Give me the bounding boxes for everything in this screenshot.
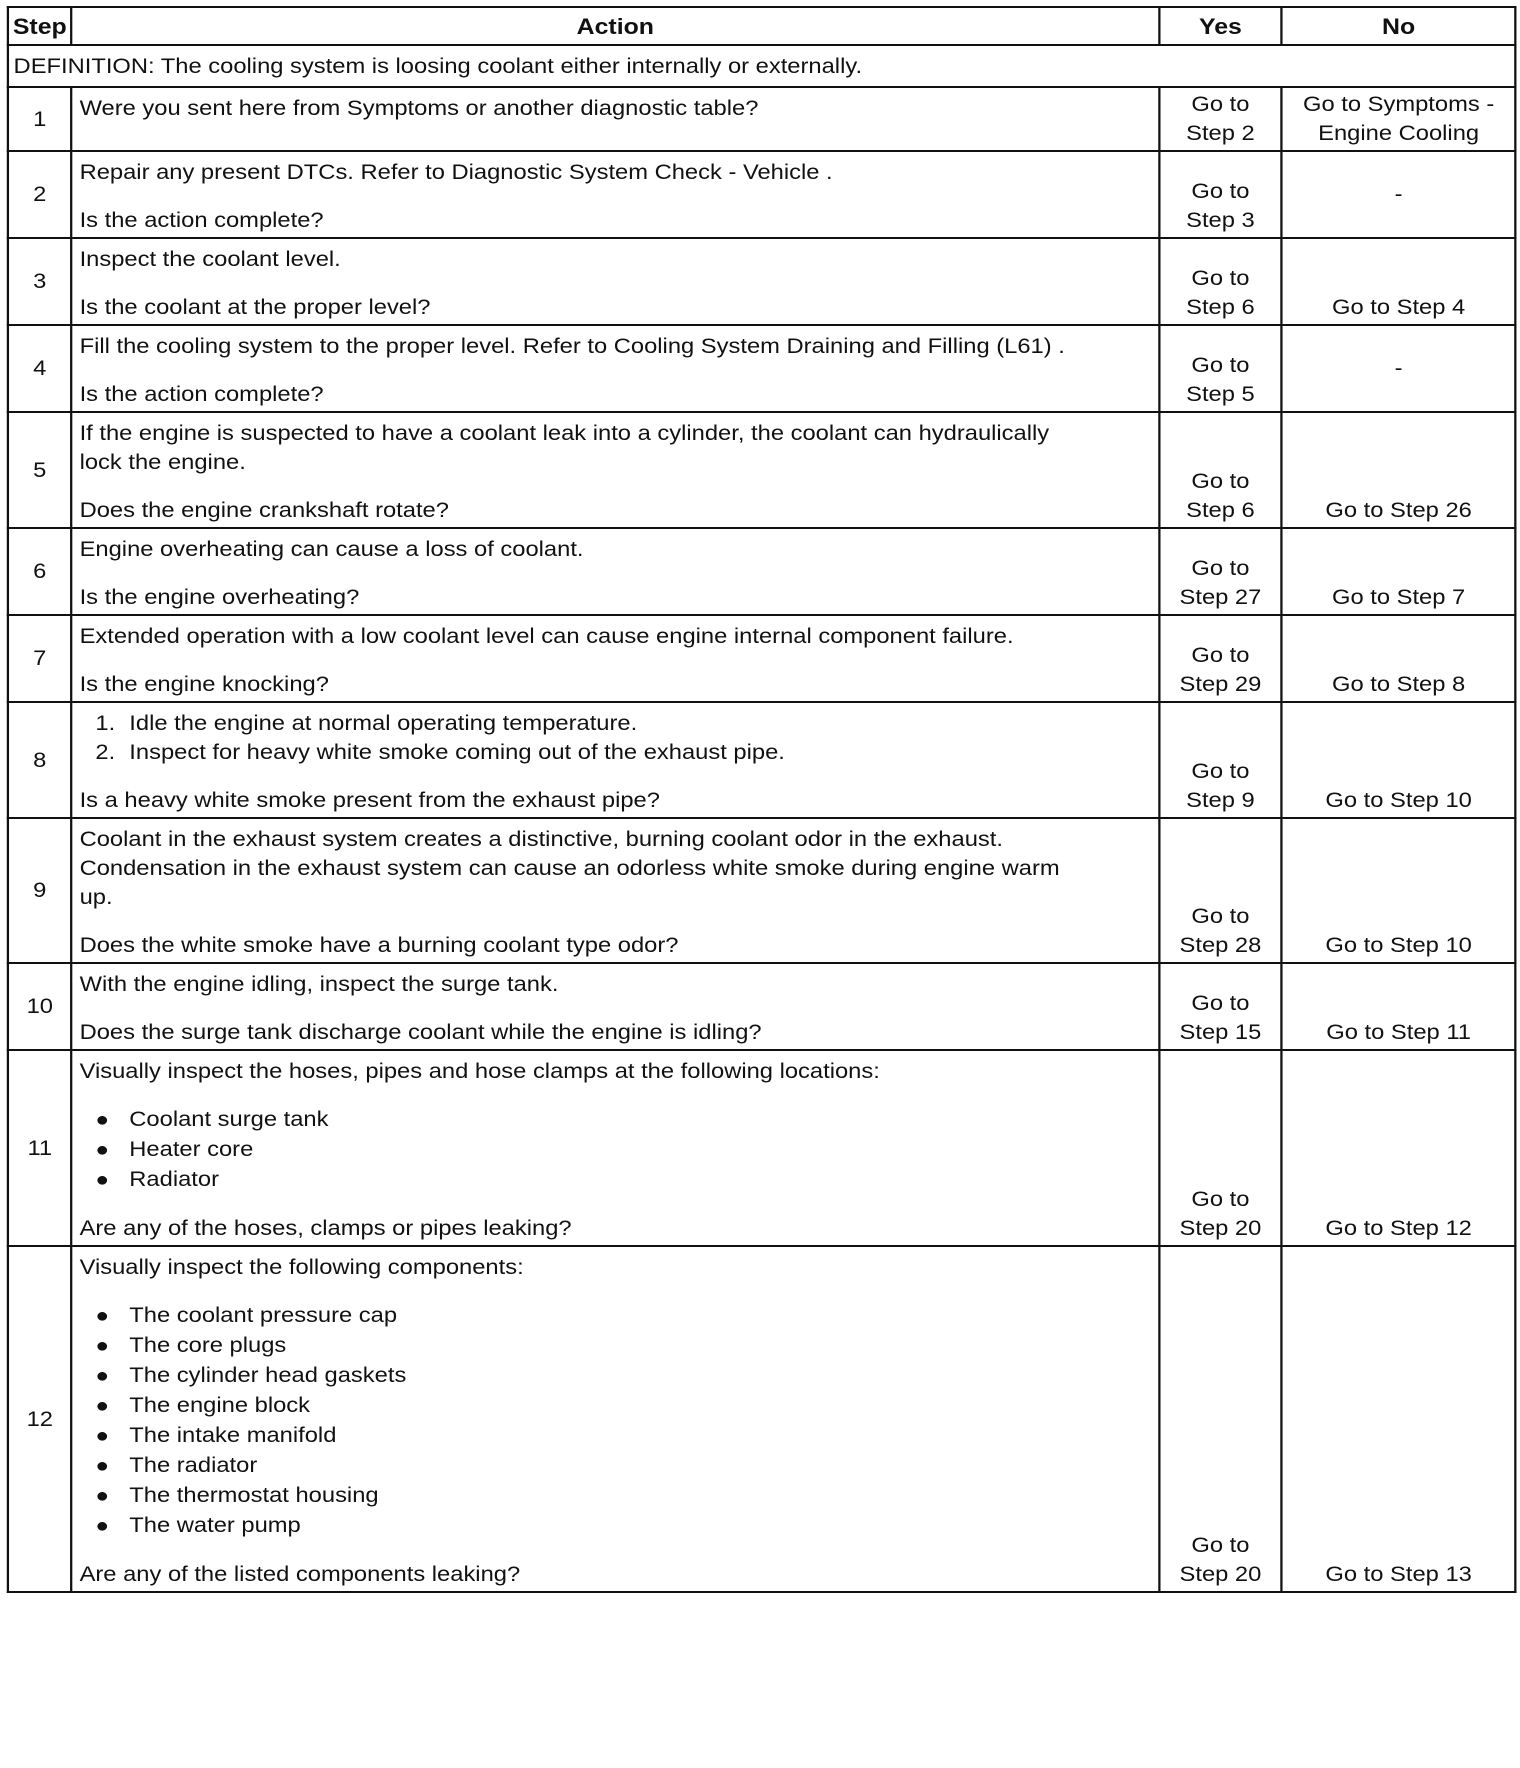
yes-text: Step 20 bbox=[1179, 1217, 1262, 1240]
step-number: 4 bbox=[8, 325, 72, 412]
bullet-icon: ● bbox=[95, 1485, 110, 1507]
bullet-icon: ● bbox=[95, 1455, 110, 1477]
step-action bbox=[72, 238, 1159, 325]
bullet-item bbox=[80, 1331, 1151, 1361]
bullet-icon: ● bbox=[95, 1365, 110, 1387]
yes-text: Step 2 bbox=[1186, 122, 1255, 145]
yes-text: Go to bbox=[1191, 644, 1250, 667]
step-action bbox=[72, 151, 1159, 238]
bullet-list bbox=[80, 1105, 1151, 1195]
bullet-text: The intake manifold bbox=[129, 1424, 337, 1447]
yes-text: Go to bbox=[1191, 905, 1250, 928]
yes-text: Step 29 bbox=[1179, 673, 1262, 696]
yes-text: Go to bbox=[1191, 354, 1250, 377]
yes-cell bbox=[1159, 412, 1282, 528]
step-row-9 bbox=[8, 818, 1515, 963]
step-number: 12 bbox=[8, 1246, 72, 1592]
step-number: 10 bbox=[8, 963, 72, 1050]
step-row-3 bbox=[8, 238, 1515, 325]
spacer bbox=[80, 274, 1151, 293]
question-text: Does the surge tank discharge coolant while the engine is idling? bbox=[79, 1021, 762, 1044]
step-number: 11 bbox=[8, 1050, 72, 1246]
no-text: Go to Step 10 bbox=[1325, 789, 1472, 812]
yes-text: Go to bbox=[1191, 1534, 1250, 1557]
header-action: Action bbox=[72, 7, 1159, 45]
action-text: Repair any present DTCs. Refer to Diagnostic System Check - Vehicle . bbox=[79, 161, 833, 184]
bullet-item bbox=[80, 1421, 1151, 1451]
spacer bbox=[80, 1541, 1151, 1560]
numbered-list bbox=[80, 709, 1151, 767]
question-text: Is the coolant at the proper level? bbox=[79, 296, 431, 319]
yes-cell bbox=[1159, 151, 1282, 238]
bullet-text: The thermostat housing bbox=[129, 1484, 379, 1507]
yes-text: Go to bbox=[1191, 93, 1250, 116]
action-text: Were you sent here from Symptoms or another diagnostic table? bbox=[79, 97, 759, 120]
header-yes: Yes bbox=[1159, 7, 1282, 45]
bullet-item bbox=[80, 1361, 1151, 1391]
yes-text: Go to bbox=[1191, 180, 1250, 203]
no-text: - bbox=[1394, 357, 1403, 380]
no-cell bbox=[1282, 963, 1515, 1050]
no-text: Go to Step 8 bbox=[1331, 673, 1466, 696]
bullet-icon: ● bbox=[95, 1139, 110, 1161]
item-text: Inspect for heavy white smoke coming out of the exhaust pipe. bbox=[129, 741, 785, 764]
yes-cell bbox=[1159, 963, 1282, 1050]
action-text: Extended operation with a low coolant level can cause engine internal component failure. bbox=[79, 625, 1014, 648]
bullet-item bbox=[80, 1511, 1151, 1541]
step-row-10 bbox=[8, 963, 1515, 1050]
numbered-item bbox=[80, 709, 1151, 738]
yes-text: Step 15 bbox=[1179, 1021, 1262, 1044]
action-text: Visually inspect the following components: bbox=[79, 1256, 524, 1279]
action-text: up. bbox=[79, 886, 113, 909]
bullet-text: The radiator bbox=[129, 1454, 258, 1477]
question-text: Does the white smoke have a burning coolant type odor? bbox=[79, 934, 679, 957]
spacer bbox=[80, 477, 1151, 496]
bullet-item bbox=[80, 1165, 1151, 1195]
bullet-item bbox=[80, 1135, 1151, 1165]
yes-text: Go to bbox=[1191, 267, 1250, 290]
bullet-icon: ● bbox=[95, 1515, 110, 1537]
no-cell bbox=[1282, 87, 1515, 151]
no-text: Go to Symptoms - bbox=[1303, 93, 1495, 116]
action-text: Engine overheating can cause a loss of coolant. bbox=[79, 538, 584, 561]
bullet-text: The coolant pressure cap bbox=[129, 1304, 398, 1327]
bullet-text: The cylinder head gaskets bbox=[129, 1364, 407, 1387]
diagnostic-table bbox=[7, 6, 1517, 1593]
no-cell bbox=[1282, 412, 1515, 528]
item-text: Idle the engine at normal operating temperature. bbox=[129, 712, 638, 735]
no-cell bbox=[1282, 702, 1515, 818]
yes-cell bbox=[1159, 325, 1282, 412]
step-row-4 bbox=[8, 325, 1515, 412]
action-text: Condensation in the exhaust system can cause an odorless white smoke during engine warm bbox=[79, 857, 1060, 880]
no-text: Go to Step 4 bbox=[1331, 296, 1466, 319]
step-row-11 bbox=[8, 1050, 1515, 1246]
bullet-text: Coolant surge tank bbox=[129, 1108, 329, 1131]
step-action bbox=[72, 412, 1159, 528]
action-text: Inspect the coolant level. bbox=[79, 248, 341, 271]
bullet-item bbox=[80, 1391, 1151, 1421]
yes-text: Step 5 bbox=[1186, 383, 1255, 406]
yes-text: Go to bbox=[1191, 1188, 1250, 1211]
bullet-icon: ● bbox=[95, 1305, 110, 1327]
step-row-1 bbox=[8, 87, 1515, 151]
bullet-icon: ● bbox=[95, 1425, 110, 1447]
definition-text: DEFINITION: The cooling system is loosing coolant either internally or externally. bbox=[8, 45, 1515, 87]
action-text: With the engine idling, inspect the surge tank. bbox=[79, 973, 559, 996]
step-number: 1 bbox=[8, 87, 72, 151]
numbered-item bbox=[80, 738, 1151, 767]
no-text: Engine Cooling bbox=[1318, 122, 1480, 145]
yes-text: Step 9 bbox=[1186, 789, 1255, 812]
step-number: 5 bbox=[8, 412, 72, 528]
no-cell bbox=[1282, 615, 1515, 702]
action-text: If the engine is suspected to have a coolant leak into a cylinder, the coolant can hydraulically bbox=[79, 422, 1050, 445]
item-number: 2. bbox=[95, 741, 116, 764]
bullet-item bbox=[80, 1105, 1151, 1135]
no-text: Go to Step 10 bbox=[1325, 934, 1472, 957]
yes-cell bbox=[1159, 702, 1282, 818]
no-text: Go to Step 12 bbox=[1325, 1217, 1472, 1240]
step-row-2 bbox=[8, 151, 1515, 238]
yes-text: Step 6 bbox=[1186, 296, 1255, 319]
step-number: 7 bbox=[8, 615, 72, 702]
bullet-icon: ● bbox=[95, 1395, 110, 1417]
yes-text: Step 3 bbox=[1186, 209, 1255, 232]
action-text: Visually inspect the hoses, pipes and hose clamps at the following locations: bbox=[79, 1060, 880, 1083]
yes-cell bbox=[1159, 528, 1282, 615]
action-text: Fill the cooling system to the proper level. Refer to Cooling System Draining and Filling (L61) . bbox=[79, 335, 1065, 358]
step-number: 9 bbox=[8, 818, 72, 963]
spacer bbox=[80, 767, 1151, 786]
spacer bbox=[80, 361, 1151, 380]
step-action bbox=[72, 1246, 1159, 1592]
yes-cell bbox=[1159, 1050, 1282, 1246]
step-action bbox=[72, 325, 1159, 412]
step-number: 3 bbox=[8, 238, 72, 325]
spacer bbox=[80, 912, 1151, 931]
step-action bbox=[72, 963, 1159, 1050]
question-text: Is the action complete? bbox=[79, 209, 324, 232]
spacer bbox=[80, 1195, 1151, 1214]
header-step: Step bbox=[8, 7, 72, 45]
step-number: 2 bbox=[8, 151, 72, 238]
spacer bbox=[80, 1282, 1151, 1301]
no-cell bbox=[1282, 1246, 1515, 1592]
bullet-text: The core plugs bbox=[129, 1334, 287, 1357]
question-text: Is the engine overheating? bbox=[79, 586, 360, 609]
yes-cell bbox=[1159, 1246, 1282, 1592]
step-action bbox=[72, 87, 1159, 151]
step-action bbox=[72, 702, 1159, 818]
no-cell bbox=[1282, 1050, 1515, 1246]
bullet-icon: ● bbox=[95, 1109, 110, 1131]
step-row-7 bbox=[8, 615, 1515, 702]
header-no: No bbox=[1282, 7, 1515, 45]
question-text: Is a heavy white smoke present from the exhaust pipe? bbox=[79, 789, 660, 812]
definition-row bbox=[8, 45, 1515, 87]
yes-text: Go to bbox=[1191, 760, 1250, 783]
spacer bbox=[80, 564, 1151, 583]
yes-text: Go to bbox=[1191, 470, 1250, 493]
action-text: Coolant in the exhaust system creates a distinctive, burning coolant odor in the exhaust. bbox=[79, 828, 1003, 851]
question-text: Are any of the hoses, clamps or pipes leaking? bbox=[79, 1217, 572, 1240]
no-cell bbox=[1282, 325, 1515, 412]
bullet-icon: ● bbox=[95, 1169, 110, 1191]
spacer bbox=[80, 1086, 1151, 1105]
no-text: Go to Step 13 bbox=[1325, 1563, 1472, 1586]
action-text: lock the engine. bbox=[79, 451, 246, 474]
bullet-item bbox=[80, 1451, 1151, 1481]
yes-text: Step 20 bbox=[1179, 1563, 1262, 1586]
step-row-12 bbox=[8, 1246, 1515, 1592]
question-text: Is the action complete? bbox=[79, 383, 324, 406]
no-cell bbox=[1282, 151, 1515, 238]
step-row-6 bbox=[8, 528, 1515, 615]
yes-text: Step 28 bbox=[1179, 934, 1262, 957]
yes-text: Step 6 bbox=[1186, 499, 1255, 522]
step-action bbox=[72, 528, 1159, 615]
bullet-text: Radiator bbox=[129, 1168, 220, 1191]
step-action bbox=[72, 1050, 1159, 1246]
step-action bbox=[72, 818, 1159, 963]
bullet-text: The water pump bbox=[129, 1514, 301, 1537]
bullet-item bbox=[80, 1481, 1151, 1511]
yes-cell bbox=[1159, 615, 1282, 702]
spacer bbox=[80, 187, 1151, 206]
yes-text: Go to bbox=[1191, 557, 1250, 580]
bullet-text: Heater core bbox=[129, 1138, 254, 1161]
yes-cell bbox=[1159, 818, 1282, 963]
bullet-text: The engine block bbox=[129, 1394, 311, 1417]
no-text: Go to Step 7 bbox=[1331, 586, 1466, 609]
bullet-item bbox=[80, 1301, 1151, 1331]
question-text: Does the engine crankshaft rotate? bbox=[79, 499, 449, 522]
question-text: Are any of the listed components leaking? bbox=[79, 1563, 521, 1586]
step-action bbox=[72, 615, 1159, 702]
spacer bbox=[80, 999, 1151, 1018]
header-row bbox=[8, 7, 1515, 45]
question-text: Is the engine knocking? bbox=[79, 673, 329, 696]
bullet-list bbox=[80, 1301, 1151, 1541]
step-number: 8 bbox=[8, 702, 72, 818]
item-number: 1. bbox=[95, 712, 116, 735]
yes-cell bbox=[1159, 238, 1282, 325]
no-cell bbox=[1282, 528, 1515, 615]
yes-text: Go to bbox=[1191, 992, 1250, 1015]
bullet-icon: ● bbox=[95, 1335, 110, 1357]
no-text: - bbox=[1394, 183, 1403, 206]
no-cell bbox=[1282, 818, 1515, 963]
step-row-8 bbox=[8, 702, 1515, 818]
yes-text: Step 27 bbox=[1179, 586, 1262, 609]
no-cell bbox=[1282, 238, 1515, 325]
no-text: Go to Step 26 bbox=[1325, 499, 1472, 522]
step-row-5 bbox=[8, 412, 1515, 528]
spacer bbox=[80, 651, 1151, 670]
yes-cell bbox=[1159, 87, 1282, 151]
step-number: 6 bbox=[8, 528, 72, 615]
no-text: Go to Step 11 bbox=[1326, 1021, 1471, 1044]
